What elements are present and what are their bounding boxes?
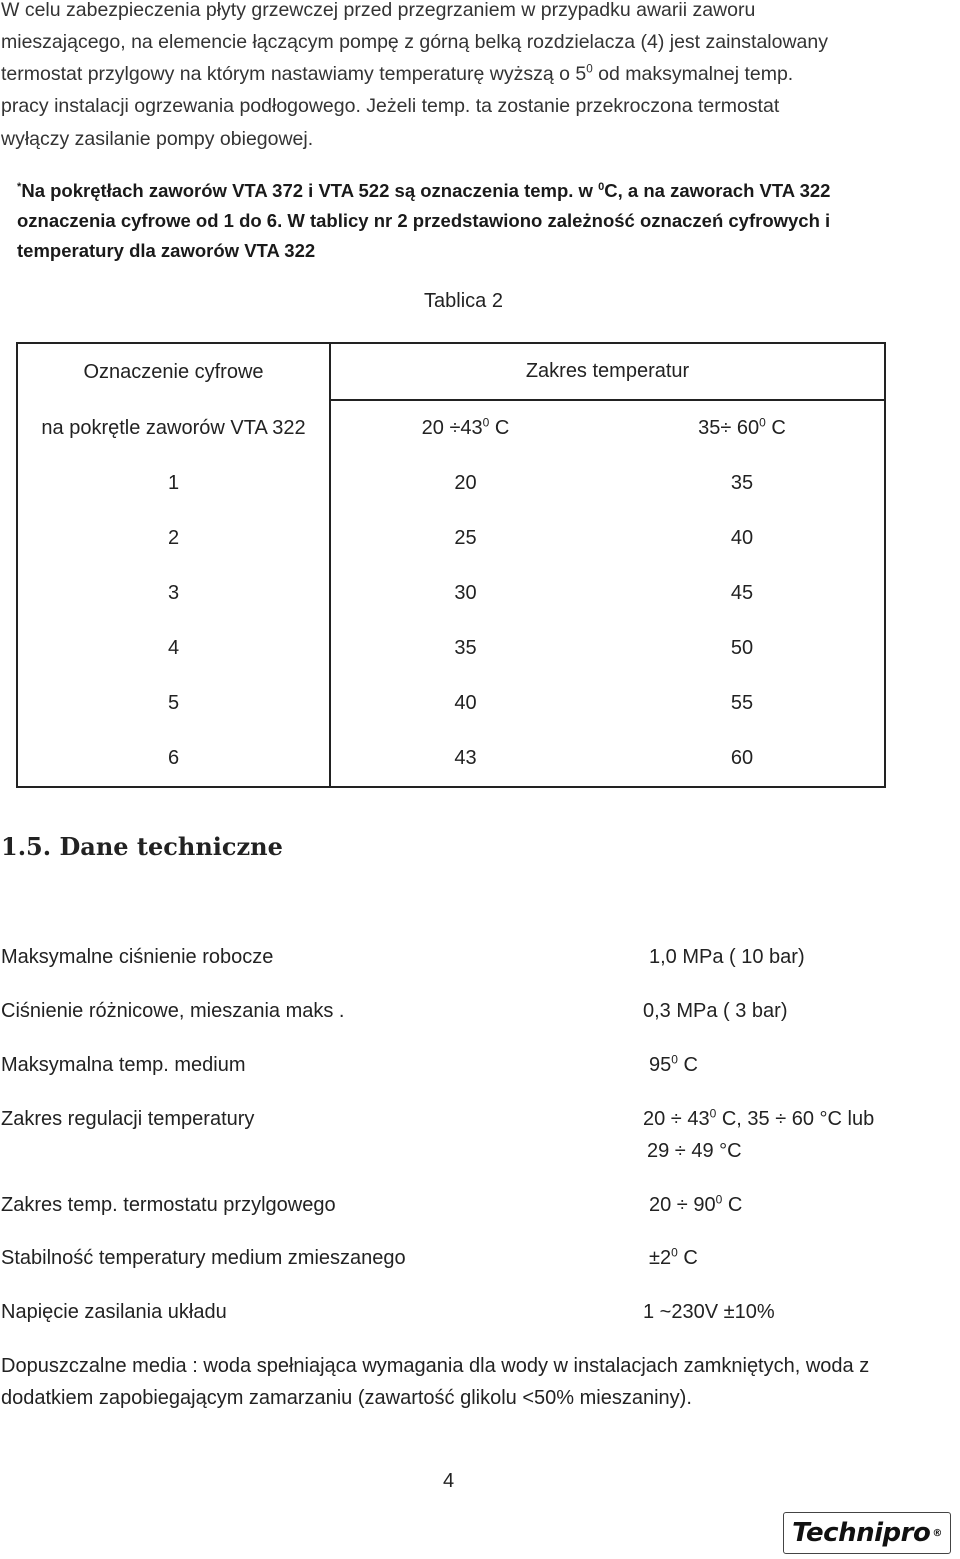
registered-mark-icon: ®: [932, 1527, 942, 1539]
spec-label: Stabilność temperatury medium zmieszanego: [1, 1247, 406, 1269]
table-cell: 6: [167, 747, 180, 769]
media-line-2: dodatkiem zapobiegającym zamarzaniu (zawartość glikolu <50% mieszaniny).: [1, 1387, 692, 1409]
table-header-row-1: [17, 343, 885, 400]
spec-value-line-2: 29 ÷ 49 °C: [647, 1140, 742, 1162]
intro-line-3-text-end: od maksymalnej temp.: [592, 63, 794, 85]
intro-line-4: pracy instalacji ogrzewania podłogowego. Jeżeli temp. ta zostanie przekroczona termostat: [1, 95, 780, 117]
table-row: [17, 511, 885, 566]
table-cell: 2: [167, 527, 180, 549]
intro-line-1: W celu zabezpieczenia płyty grzewczej przed przegrzaniem w przypadku awarii zaworu: [1, 0, 756, 21]
page-number: 4: [443, 1470, 455, 1492]
spec-value: $20 \div 90^0$ C: [649, 1192, 743, 1216]
header-range-2: $35\div 60^0$ C: [698, 415, 786, 439]
table-cell: 35: [330, 621, 600, 676]
logo-text: Technipro: [792, 1518, 931, 1548]
degree-superscript: 0: [598, 180, 605, 193]
table-header-row-2: [17, 400, 885, 456]
table-row: [17, 621, 885, 676]
note-line-1-text-end: C, a na zaworach VTA 322: [604, 180, 831, 201]
media-line-1: Dopuszczalne media : woda spełniająca wymagania dla wody w instalacjach zamkniętych, woda z: [1, 1355, 870, 1377]
table-cell: 45: [730, 582, 754, 604]
spec-value: 0,3 MPa ( 3 bar): [643, 1000, 788, 1022]
spec-label: Maksymalne ciśnienie robocze: [1, 946, 274, 968]
brand-logo: [783, 1512, 951, 1554]
spec-value: $\pm 2^0$ C: [649, 1245, 698, 1269]
table-cell: 1: [167, 472, 180, 494]
table-row: [17, 731, 885, 787]
spec-label: Ciśnienie różnicowe, mieszania maks .: [1, 1000, 345, 1022]
spec-label: Zakres temp. termostatu przylgowego: [1, 1194, 336, 1216]
table-cell: 25: [330, 511, 600, 566]
table-cell: 30: [330, 566, 600, 621]
table-cell: 50: [730, 637, 754, 659]
spec-label: Maksymalna temp. medium: [1, 1054, 246, 1076]
table-cell: 43: [330, 731, 600, 787]
note-line-3: temperatury dla zaworów VTA 322: [17, 240, 316, 261]
spec-value: $95^0$ C: [649, 1052, 698, 1076]
section-heading: 1.5. Dane techniczne: [1, 832, 283, 861]
table-cell: 60: [730, 747, 754, 769]
table-cell: 40: [730, 527, 754, 549]
table-cell: 55: [730, 692, 754, 714]
table-row: [17, 676, 885, 731]
intro-line-3-text: termostat przylgowy na którym nastawiamy temperaturę wyższą o 5: [1, 63, 587, 85]
note-line-2: oznaczenia cyfrowe od 1 do 6. W tablicy nr 2 przedstawiono zależność oznaczeń cyfrowych i: [17, 210, 831, 231]
header-temperature-range: Zakres temperatur: [330, 343, 885, 400]
header-knob-label: na pokrętle zaworów VTA 322: [41, 416, 306, 439]
table-row: [17, 566, 885, 621]
header-range-1: $20 \div 43^0$ C: [330, 400, 600, 456]
footnote-star: *: [17, 180, 22, 193]
spec-value: 1 ~230V ±10%: [643, 1301, 775, 1323]
table-cell: 20: [330, 456, 600, 511]
table-cell: 3: [167, 582, 180, 604]
intro-line-2: mieszającego, na elemencie łączącym pompę z górną belką rozdzielacza (4) jest zainstalowany: [1, 31, 828, 53]
spec-label: Zakres regulacji temperatury: [1, 1108, 255, 1130]
note-line-1: [17, 175, 830, 206]
temperature-table: [16, 342, 886, 788]
table-cell: 40: [330, 676, 600, 731]
table-cell: 35: [730, 472, 754, 494]
table-cell: 4: [167, 637, 180, 659]
spec-value: 1,0 MPa ( 10 bar): [649, 946, 805, 968]
intro-line-5: wyłączy zasilanie pompy obiegowej.: [1, 128, 314, 150]
spec-label: Napięcie zasilania układu: [1, 1301, 227, 1323]
spec-value: $20 \div 43^0$ C, 35 ÷ 60 °C lub: [643, 1106, 875, 1130]
note-line-1-text: Na pokrętłach zaworów VTA 372 i VTA 522 są oznaczenia temp. w: [21, 180, 599, 201]
intro-line-3: [1, 58, 793, 91]
table-cell: 5: [167, 692, 180, 714]
table-caption: Tablica 2: [424, 290, 503, 312]
header-digital-marking: Oznaczenie cyfrowe: [83, 360, 264, 383]
degree-superscript: 0: [586, 62, 593, 76]
table-row: [17, 456, 885, 511]
